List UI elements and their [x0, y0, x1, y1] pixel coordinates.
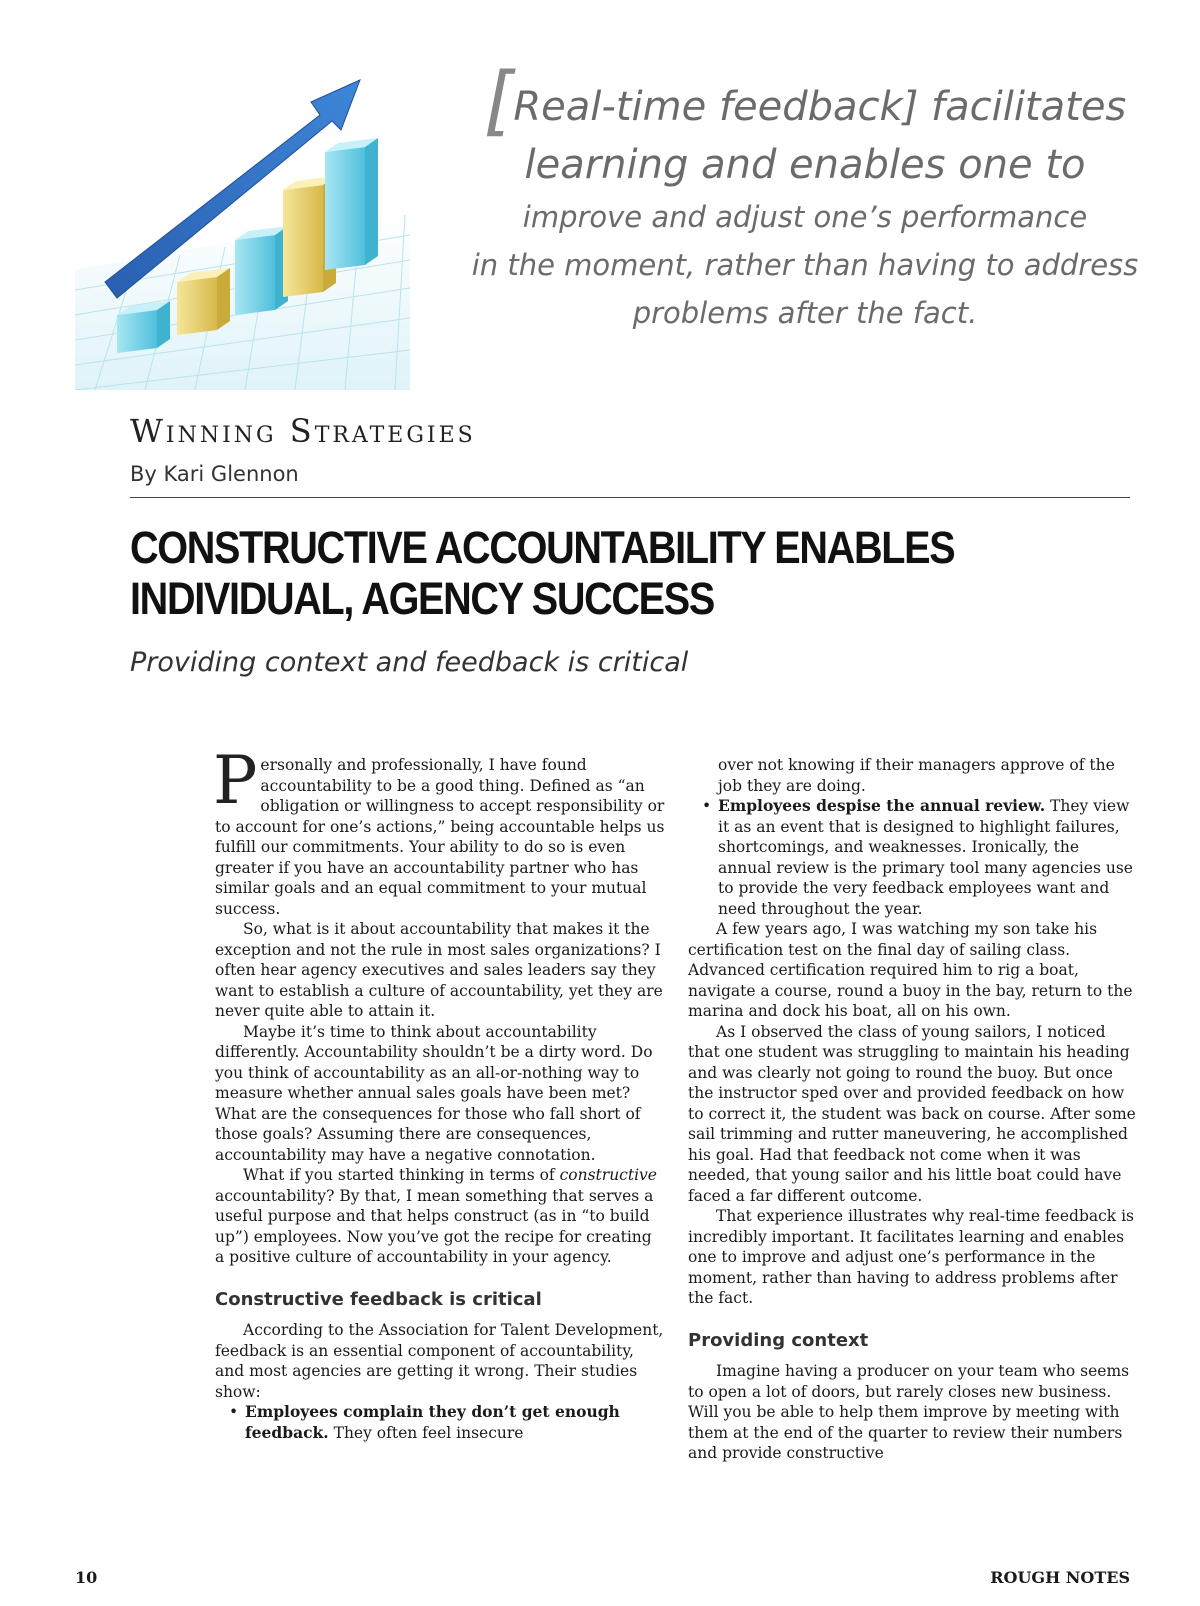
page-number: 10 — [75, 1568, 98, 1587]
left-column — [213, 742, 665, 1443]
drop-cap: P — [213, 742, 258, 819]
list-item — [688, 796, 1136, 919]
paragraph-text: ersonally and professionally, I have found accountability to be a good thing. Defined as “an obligation or willingness to accept responsibility or to account for one’s actions,” being accountable helps us fulfill our commitments. Your ability to do so is even greater if you have an accountability partner who has similar goals and an equal commitment to your mutual success. — [215, 756, 665, 918]
pull-quote-line-1-text: Real-time feedback] facilitates — [513, 84, 1127, 130]
paragraph-text: What if you started thinking in terms of — [243, 1166, 560, 1184]
headline-line-2: INDIVIDUAL, AGENCY SUCCESS — [130, 573, 714, 624]
paragraph: That experience illustrates why real-time feedback is incredibly important. It facilitates learning and enables one to improve and adjust one’s performance in the moment, rather than having to address problems after the fact. — [688, 1207, 1135, 1307]
article-subhead: Providing context and feedback is critical — [130, 647, 689, 678]
headline-line-1: CONSTRUCTIVE ACCOUNTABILITY ENABLES — [130, 522, 955, 573]
article-headline — [130, 522, 1019, 624]
paragraph — [215, 1165, 665, 1268]
pull-quote-line-5: problems after the fact. — [632, 296, 978, 330]
section-title: Winning Strategies — [130, 412, 476, 450]
list-item-bold: Employees despise the annual review. — [718, 796, 1046, 815]
paragraph — [213, 742, 665, 919]
section-heading: Constructive feedback is critical — [215, 1288, 542, 1310]
pull-quote-line-1 — [445, 55, 1165, 144]
emphasis-text: constructive — [559, 1166, 657, 1184]
list-item-text: They view it as an event that is designed to highlight failures, shortcomings, and weaknesses. Ironically, the annual review is the primary tool many agencies use to provide the very feedback employees want and need throughout the year. — [718, 797, 1133, 918]
header-divider — [130, 497, 1130, 498]
growth-chart-illustration — [75, 60, 410, 390]
paragraph: A few years ago, I was watching my son take his certification test on the final day of sailing class. Advanced certification required him to rig a boat, navigate a course, round a buoy in the bay, return to the marina and dock his boat, all on his own. — [688, 920, 1133, 1020]
paragraph: So, what is it about accountability that makes it the exception and not the rule in most sales organizations? I often hear agency executives and sales leaders say they want to establish a culture of accountability, yet they are never quite able to attain it. — [215, 920, 663, 1020]
paragraph: As I observed the class of young sailors, I noticed that one student was struggling to maintain his heading and was clearly not going to round the buoy. But once the instructor sped over and provided feedback on how to correct it, the student was back on course. After some sail trimming and rutter maneuvering, he accomplished his goal. Had that feedback not come when it was needed, that young sailor and his little boat could have faced a far different outcome. — [688, 1022, 1136, 1205]
publication-name: ROUGH NOTES — [990, 1568, 1130, 1587]
list-item-text: They often feel insecure — [328, 1423, 524, 1442]
paragraph: According to the Association for Talent Development, feedback is an essential component of accountability, and most agencies are getting it wrong. Their studies show: — [215, 1321, 664, 1401]
paragraph: Imagine having a producer on your team who seems to open a lot of doors, but rarely closes new business. Will you be able to help them improve by meeting with them at the end of the quarter to review their numbers and provide constructive — [688, 1362, 1130, 1462]
list-item-continued: over not knowing if their managers approve of the job they are doing. — [718, 756, 1115, 795]
right-column — [688, 755, 1136, 1464]
growth-chart-icon — [75, 60, 410, 390]
pull-quote-line-3: improve and adjust one’s performance — [522, 200, 1088, 234]
byline: By Kari Glennon — [130, 462, 299, 486]
findings-list — [215, 1402, 665, 1443]
pull-quote-line-4: in the moment, rather than having to address — [471, 248, 1139, 282]
pull-quote — [445, 55, 1165, 337]
list-item — [215, 1402, 665, 1443]
pull-quote-line-2: learning and enables one to — [524, 142, 1086, 188]
findings-list-continued — [688, 796, 1136, 919]
list-item-bold: Employees complain they don’t get enough feedback. — [245, 1402, 620, 1442]
paragraph: Maybe it’s time to think about accountability differently. Accountability shouldn’t be a dirty word. Do you think of accountability as an all-or-nothing way to measure whether annual sales goals have been met? What are the consequences for those who fall short of those goals? Assuming there are consequences, accountability may have a negative connotation. — [215, 1022, 653, 1164]
section-heading: Providing context — [688, 1329, 869, 1351]
pull-quote-open-bracket: [ — [483, 55, 514, 144]
paragraph-text: accountability? By that, I mean something that serves a useful purpose and that helps construct (as in “to build up”) employees. Now you’ve got the recipe for creating a positive culture of accountability in your agency. — [215, 1186, 654, 1266]
